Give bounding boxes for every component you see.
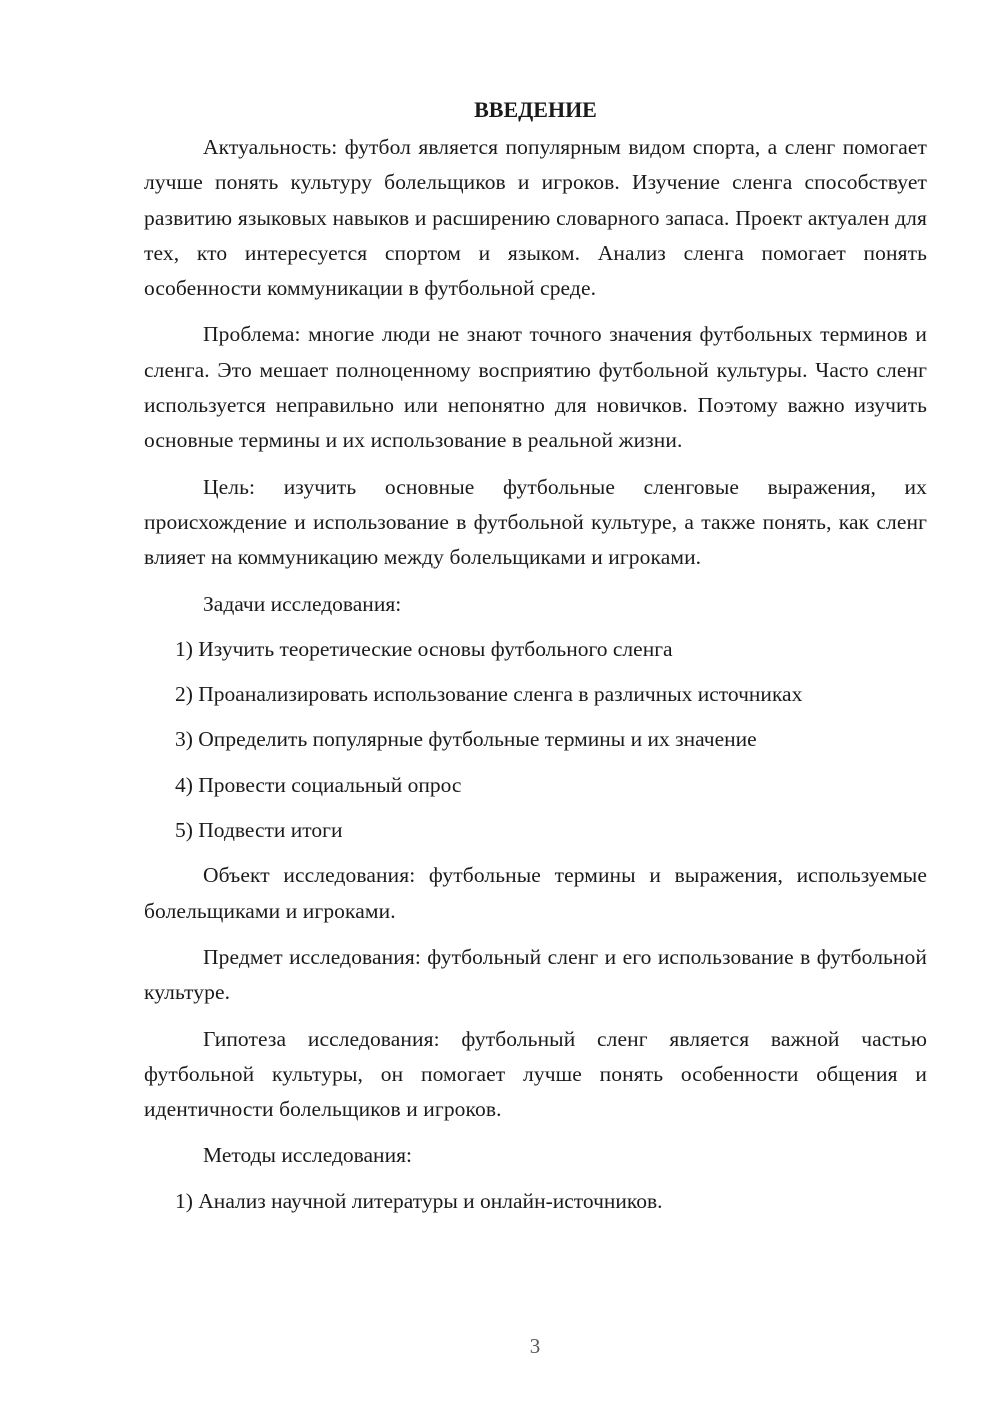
page-number: 3 bbox=[529, 1334, 541, 1358]
task-item: 4) Провести социальный опрос bbox=[175, 772, 462, 797]
task-item: 1) Изучить теоретические основы футбольного сленга bbox=[175, 636, 673, 661]
object-paragraph: Объект исследования: футбольные термины и выражения, используемые болельщиками и игроками. bbox=[144, 863, 927, 923]
methods-label: Методы исследования: bbox=[203, 1143, 412, 1168]
tasks-label: Задачи исследования: bbox=[203, 591, 402, 616]
method-item: 1) Анализ научной литературы и онлайн-источников. bbox=[175, 1188, 663, 1213]
hypothesis-paragraph: Гипотеза исследования: футбольный сленг является важной частью футбольной культуры, он помогает лучше понять особенности общения и идентичности болельщиков и игроков. bbox=[144, 1026, 927, 1122]
problem-paragraph: Проблема: многие люди не знают точного значения футбольных терминов и сленга. Это мешает полноценному восприятию футбольной культуры. Часто сленг используется неправильно или непонятно для новичков. Поэтому важно изучить основные термины и их использование в реальной жизни. bbox=[144, 322, 927, 453]
task-item: 3) Определить популярные футбольные термины и их значение bbox=[175, 727, 757, 752]
section-heading: ВВЕДЕНИЕ bbox=[474, 97, 597, 122]
relevance-paragraph: Актуальность: футбол является популярным видом спорта, а сленг помогает лучше понять культуру болельщиков и игроков. Изучение сленга способствует развитию языковых навыков и расширению словарного запаса. Проект актуален для тех, кто интересуется спортом и языком. Анализ сленга помогает понять особенности коммуникации в футбольной среде. bbox=[144, 135, 927, 301]
document-page bbox=[144, 94, 927, 1229]
methods-list bbox=[144, 1184, 927, 1219]
tasks-list bbox=[144, 632, 927, 848]
task-item: 5) Подвести итоги bbox=[175, 818, 343, 843]
task-item: 2) Проанализировать использование сленга в различных источниках bbox=[175, 682, 803, 707]
goal-paragraph: Цель: изучить основные футбольные сленговые выражения, их происхождение и использование в футбольной культуре, а также понять, как сленг влияет на коммуникацию между болельщиками и игроками. bbox=[144, 474, 927, 570]
subject-paragraph: Предмет исследования: футбольный сленг и его использование в футбольной культуре. bbox=[144, 944, 927, 1005]
